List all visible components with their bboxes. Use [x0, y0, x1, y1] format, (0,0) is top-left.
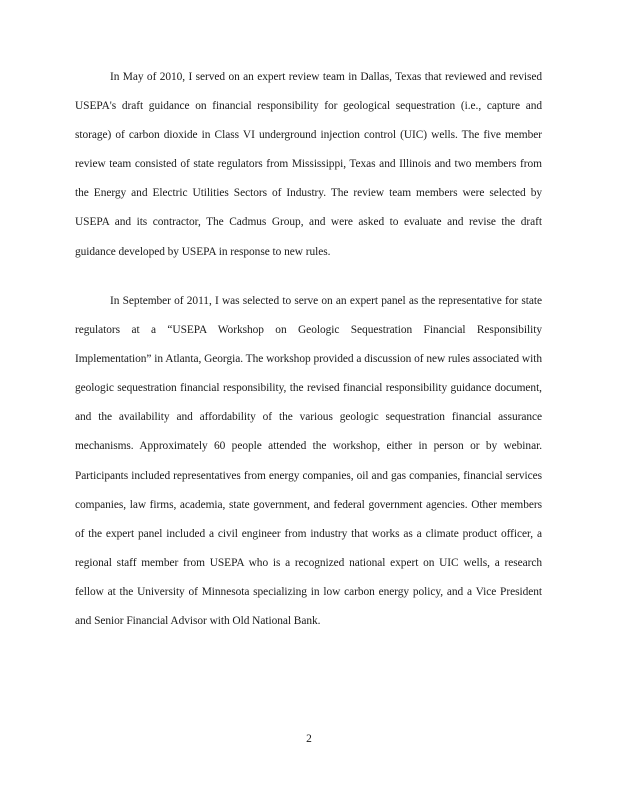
page-number: 2: [306, 733, 312, 745]
paragraph-review-team: In May of 2010, I served on an expert review team in Dallas, Texas that reviewed and revised USEPA's draft guidance on financial responsibility for geological sequestration (i.e., capture and storage) of carbon dioxide in Class VI underground injection control (UIC) wells. The five member review team consisted of state regulators from Mississippi, Texas and Illinois and two members from the Energy and Electric Utilities Sectors of Industry. The review team members were selected by USEPA and its contractor, The Cadmus Group, and were asked to evaluate and revise the draft guidance developed by USEPA in response to new rules.: [75, 71, 542, 258]
paragraph-expert-panel: In September of 2011, I was selected to serve on an expert panel as the representative for state regulators at a “USEPA Workshop on Geologic Sequestration Financial Responsibility Implementation” in Atlanta, Georgia. The workshop provided a discussion of new rules associated with geologic sequestration financial responsibility, the revised financial responsibility guidance document, and the availability and affordability of the various geologic sequestration financial assurance mechanisms. Approximately 60 people attended the workshop, either in person or by webinar. Participants included representatives from energy companies, oil and gas companies, financial services companies, law firms, academia, state government, and federal government agencies. Other members of the expert panel included a civil engineer from industry that works as a climate product officer, a regional staff member from USEPA who is a recognized national expert on UIC wells, a research fellow at the University of Minnesota specializing in low carbon energy policy, and a Vice President and Senior Financial Advisor with Old National Bank.: [75, 295, 542, 628]
